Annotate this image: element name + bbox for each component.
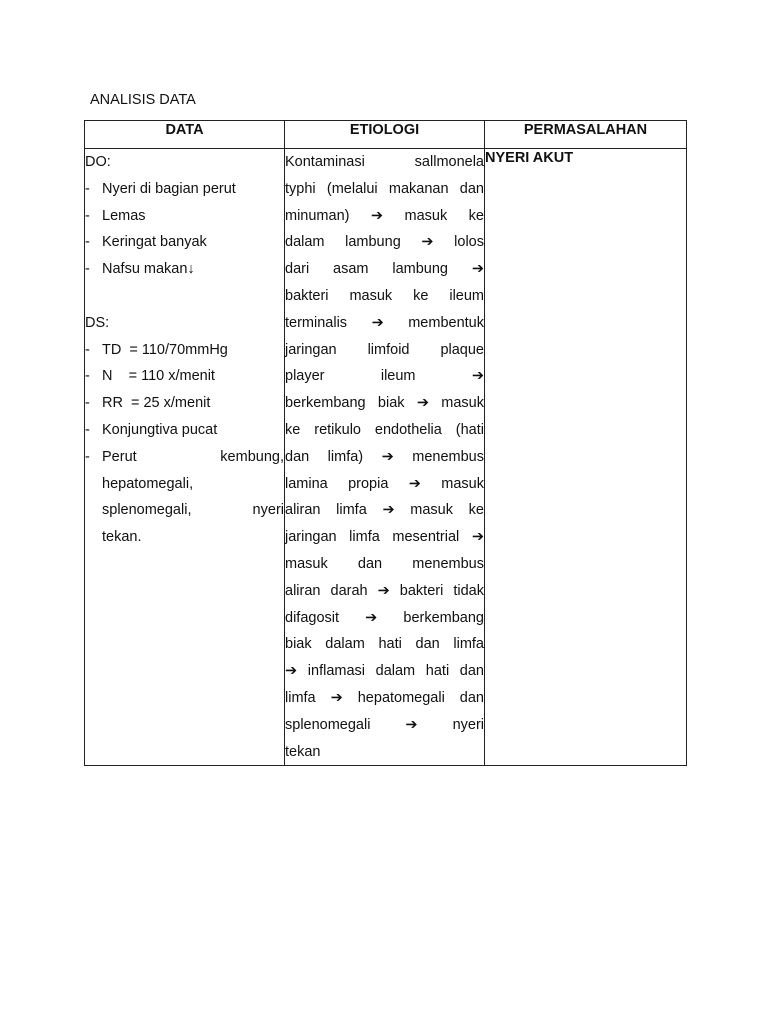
ds-item: - RR = 25 x/menit xyxy=(85,390,284,417)
etiologi-line: terminalis ➔ membentuk xyxy=(285,314,484,331)
etiologi-text xyxy=(285,149,484,765)
etiologi-line: berkembang biak ➔ masuk xyxy=(285,395,484,412)
etiologi-line: masuk dan menembus xyxy=(285,555,484,572)
bullet-dash: - xyxy=(85,341,90,358)
permasalahan-cell xyxy=(485,149,687,766)
bullet-dash: - xyxy=(85,421,90,438)
etiologi-line: ➔ inflamasi dalam hati dan xyxy=(285,663,484,680)
do-item: - Keringat banyak xyxy=(85,229,284,256)
bullet-dash: - xyxy=(85,448,90,465)
etiologi-line: Kontaminasi sallmonela xyxy=(285,154,484,170)
etiologi-line: biak dalam hati dan limfa xyxy=(285,636,484,653)
etiologi-line: aliran darah ➔ bakteri tidak xyxy=(285,582,484,599)
ds-label: DS: xyxy=(85,314,110,331)
etiologi-line: dalam lambung ➔ lolos xyxy=(285,234,484,251)
etiologi-line: dari asam lambung ➔ xyxy=(285,261,484,278)
etiologi-line: dan limfa) ➔ menembus xyxy=(285,448,484,465)
do-item: - Nafsu makan↓ xyxy=(85,256,284,283)
ds-item: - Perut kembung, hepatomegali, splenomegali, nyeri tekan. xyxy=(85,444,284,551)
etiologi-line: jaringan limfoid plaque xyxy=(285,341,484,358)
table-row xyxy=(85,149,687,766)
document-title: ANALISIS DATA xyxy=(90,92,196,108)
etiologi-line: typhi (melalui makanan dan xyxy=(285,180,484,197)
ds-item: - Konjungtiva pucat xyxy=(85,417,284,444)
etiologi-line: lamina propia ➔ masuk xyxy=(285,475,484,492)
do-item: - Lemas xyxy=(85,203,284,230)
etiologi-line: difagosit ➔ berkembang xyxy=(285,609,484,626)
etiologi-line: tekan xyxy=(285,743,321,760)
etiologi-line: player ileum ➔ xyxy=(285,368,484,385)
bullet-dash: - xyxy=(85,395,90,412)
bullet-dash: - xyxy=(85,207,90,224)
header-data: DATA xyxy=(85,121,285,149)
ds-item: - N = 110 x/menit xyxy=(85,363,284,390)
etiologi-line: ke retikulo endothelia (hati xyxy=(285,421,484,438)
etiologi-line: bakteri masuk ke ileum xyxy=(285,287,484,304)
diagnosis-label: NYERI AKUT xyxy=(485,150,574,166)
header-permasalahan: PERMASALAHAN xyxy=(485,121,687,149)
bullet-dash: - xyxy=(85,368,90,385)
ds-item: - TD = 110/70mmHg xyxy=(85,337,284,364)
etiologi-line: minuman) ➔ masuk ke xyxy=(285,207,484,224)
etiologi-line: aliran limfa ➔ masuk ke xyxy=(285,502,484,519)
do-label: DO: xyxy=(85,154,111,170)
header-etiologi: ETIOLOGI xyxy=(285,121,485,149)
bullet-dash: - xyxy=(85,234,90,251)
bullet-dash: - xyxy=(85,261,90,278)
table-header-row xyxy=(85,121,687,149)
data-cell xyxy=(85,149,285,766)
etiologi-line: jaringan limfa mesentrial ➔ xyxy=(285,529,484,546)
bullet-dash: - xyxy=(85,180,90,197)
analysis-table xyxy=(84,120,687,766)
etiologi-line: limfa ➔ hepatomegali dan xyxy=(285,689,484,706)
do-item: - Nyeri di bagian perut xyxy=(85,176,284,203)
etiologi-cell xyxy=(285,149,485,766)
etiologi-line: splenomegali ➔ nyeri xyxy=(285,716,484,733)
